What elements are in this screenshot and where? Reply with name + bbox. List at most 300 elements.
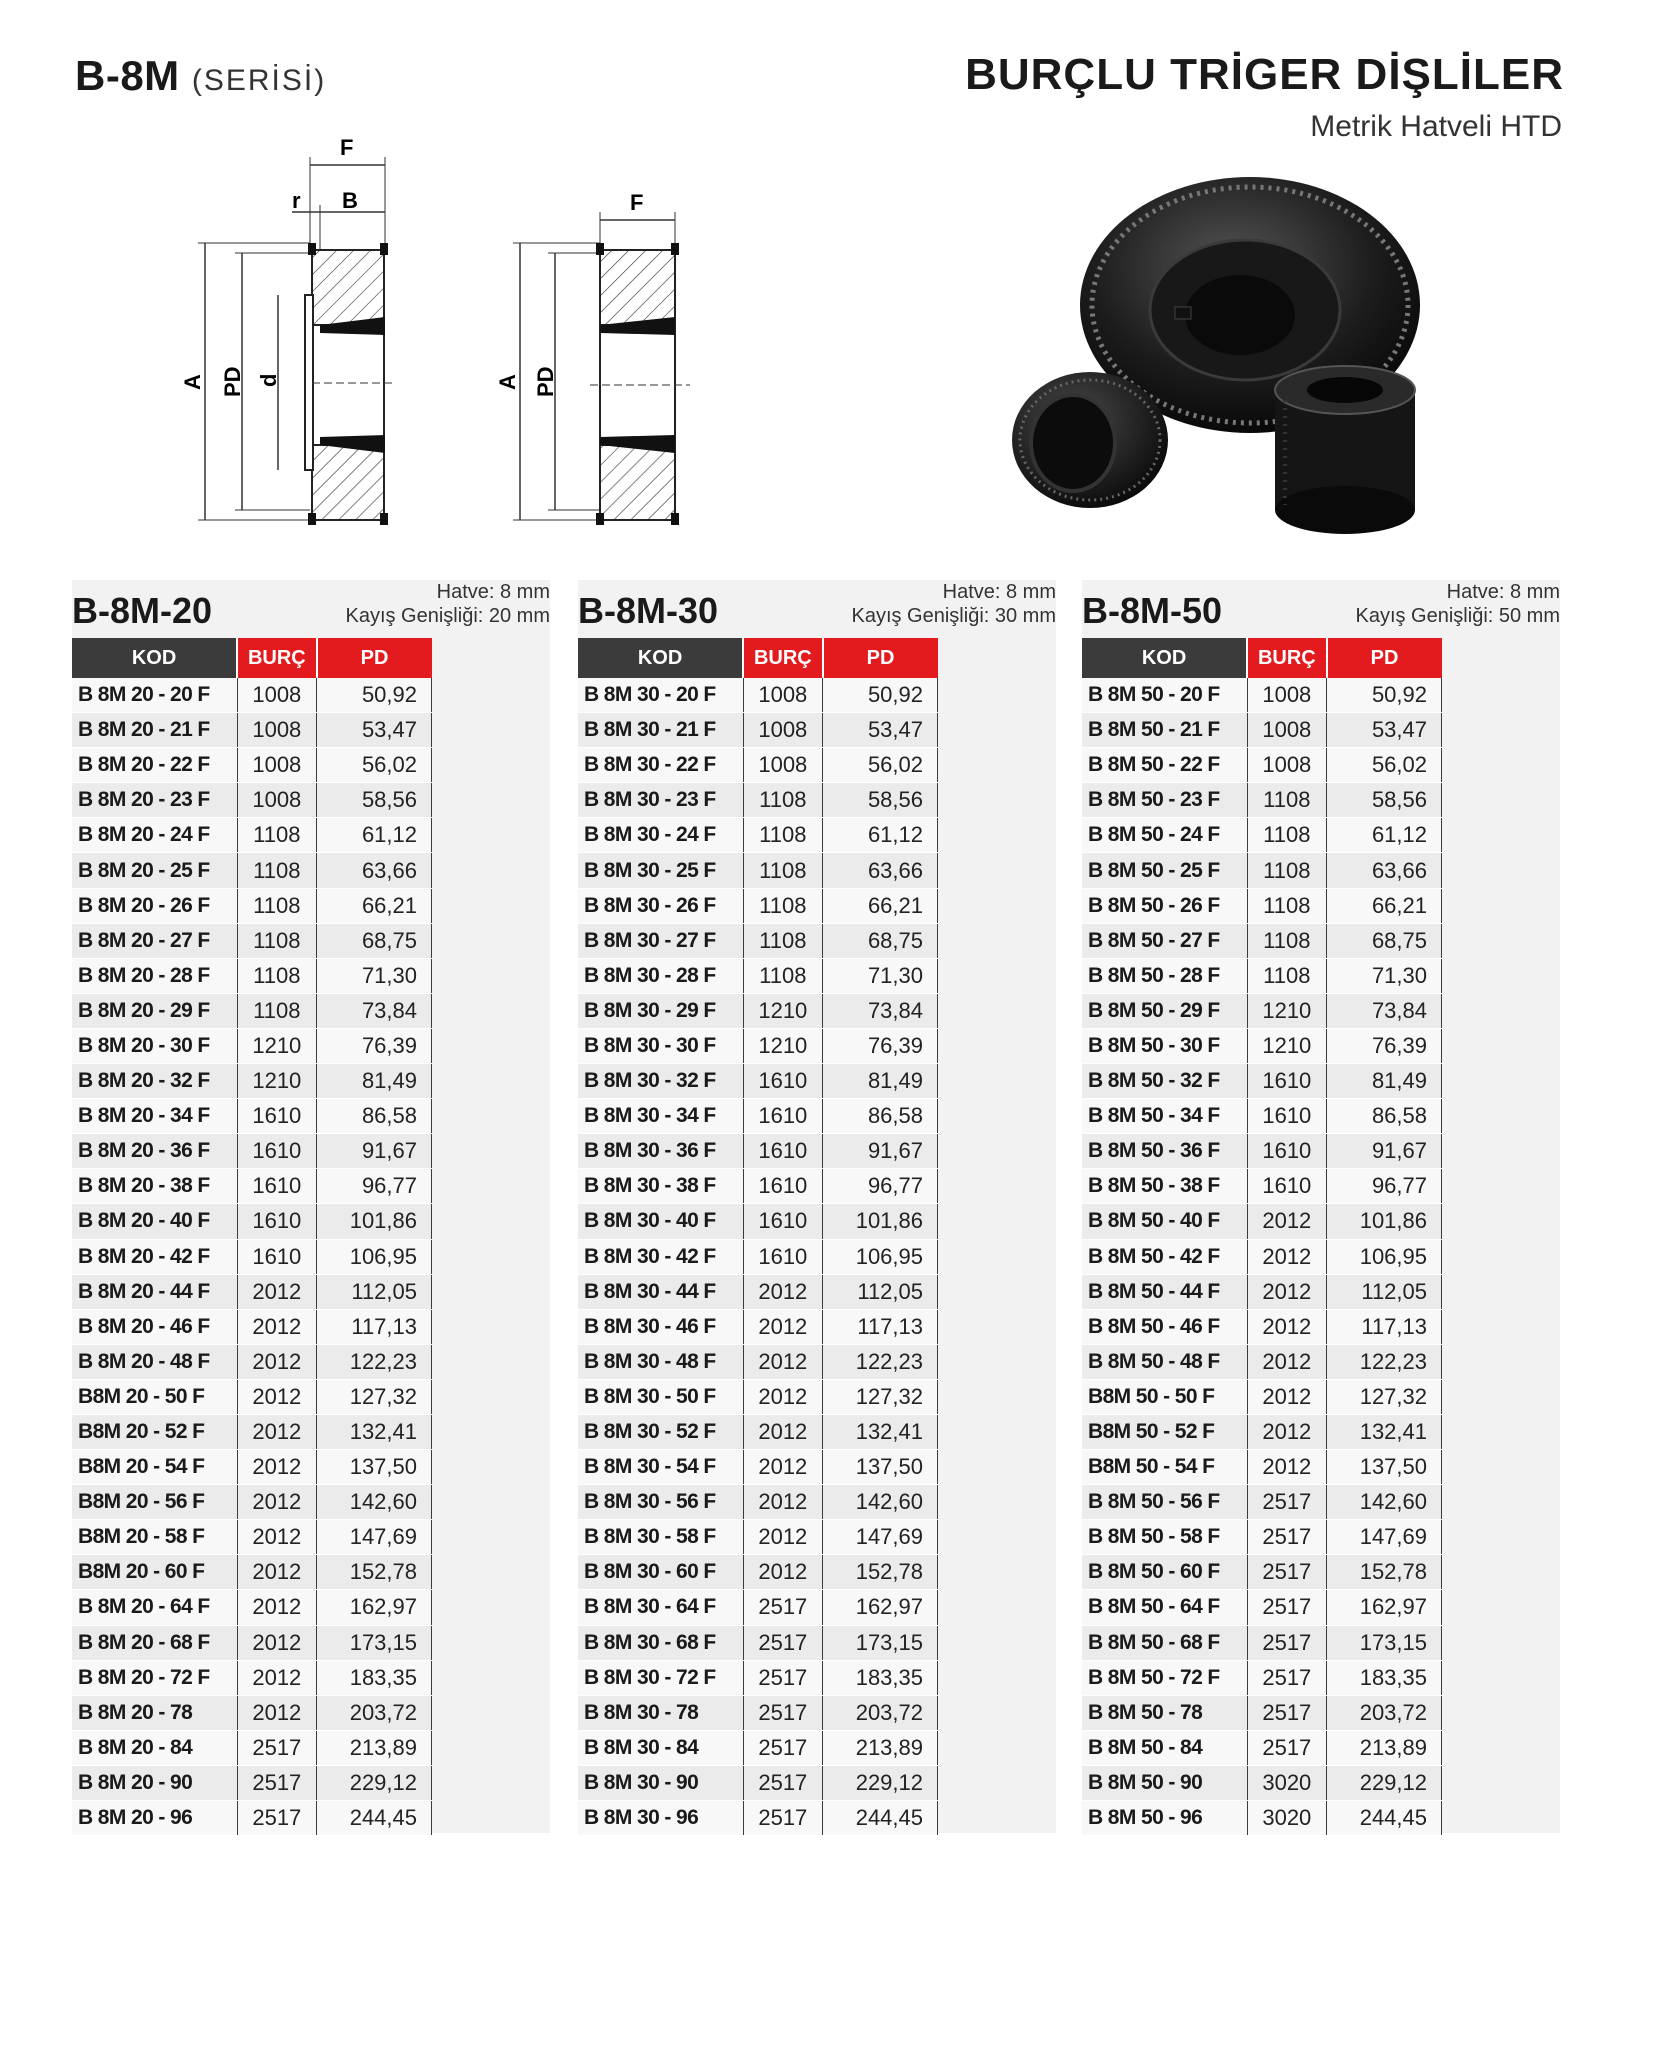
cell-pd: 106,95 [317,1239,432,1274]
table-row [578,1765,938,1800]
cell-kod: B 8M 50 - 44 F [1082,1274,1247,1309]
cell-burc: 2517 [743,1801,822,1836]
cell-burc: 1108 [237,888,316,923]
cell-burc: 2517 [1247,1730,1326,1765]
table-row [72,1730,432,1765]
cell-pd: 112,05 [823,1274,938,1309]
table-row [1082,1765,1442,1800]
table-body [578,678,938,1836]
cell-kod: B 8M 20 - 20 F [72,678,237,713]
cell-kod: B 8M 30 - 29 F [578,993,743,1028]
cell-pd: 63,66 [317,853,432,888]
table-row [72,1695,432,1730]
table-row [578,783,938,818]
table-row [578,1625,938,1660]
cell-burc: 2012 [237,1274,316,1309]
cell-pd: 173,15 [317,1625,432,1660]
table-specs [345,580,550,628]
cell-pd: 152,78 [317,1555,432,1590]
cell-pd: 132,41 [823,1414,938,1449]
cell-pd: 122,23 [823,1344,938,1379]
cell-kod: B 8M 30 - 52 F [578,1414,743,1449]
label-A-right: A [495,374,520,390]
table-row [72,1169,432,1204]
cell-kod: B 8M 30 - 21 F [578,713,743,748]
cell-burc: 1008 [743,678,822,713]
cell-pd: 76,39 [1327,1028,1442,1063]
cell-pd: 203,72 [317,1695,432,1730]
cell-pd: 50,92 [317,678,432,713]
cell-pd: 56,02 [317,748,432,783]
cell-kod: B 8M 50 - 46 F [1082,1309,1247,1344]
table-row [1082,1169,1442,1204]
cell-burc: 2012 [1247,1414,1326,1449]
cell-kod: B 8M 20 - 21 F [72,713,237,748]
cell-pd: 117,13 [317,1309,432,1344]
cell-kod: B 8M 50 - 22 F [1082,748,1247,783]
cell-pd: 137,50 [823,1450,938,1485]
table-row [72,888,432,923]
table-row [578,1485,938,1520]
cell-pd: 112,05 [317,1274,432,1309]
table-row [1082,1064,1442,1099]
cell-burc: 3020 [1247,1801,1326,1836]
table-row [578,1204,938,1239]
cell-kod: B 8M 50 - 68 F [1082,1625,1247,1660]
cell-pd: 244,45 [1327,1801,1442,1836]
table-row [578,888,938,923]
cell-kod: B 8M 30 - 24 F [578,818,743,853]
table-row [72,1274,432,1309]
table-row [72,1590,432,1625]
cell-burc: 1210 [1247,993,1326,1028]
cell-kod: B 8M 50 - 56 F [1082,1485,1247,1520]
cell-pd: 152,78 [1327,1555,1442,1590]
series-code: B-8M [75,52,180,99]
table-title: B-8M-20 [72,590,213,631]
cell-kod: B 8M 30 - 54 F [578,1450,743,1485]
table-row [1082,993,1442,1028]
table-row [72,923,432,958]
cell-burc: 2517 [743,1765,822,1800]
cell-kod: B8M 20 - 56 F [72,1485,237,1520]
cell-kod: B 8M 50 - 28 F [1082,958,1247,993]
cell-burc: 1210 [743,993,822,1028]
cell-burc: 1210 [237,1064,316,1099]
cell-pd: 244,45 [317,1801,432,1836]
cell-pd: 213,89 [823,1730,938,1765]
table-row [72,1379,432,1414]
cell-kod: B 8M 50 - 27 F [1082,923,1247,958]
cell-pd: 101,86 [1327,1204,1442,1239]
table-row [1082,713,1442,748]
cell-burc: 1008 [237,748,316,783]
cell-burc: 2517 [743,1695,822,1730]
cell-kod: B 8M 50 - 21 F [1082,713,1247,748]
table-row [1082,1379,1442,1414]
table-row [1082,1625,1442,1660]
cell-kod: B 8M 20 - 96 [72,1801,237,1836]
cell-kod: B 8M 50 - 78 [1082,1695,1247,1730]
cell-kod: B 8M 30 - 30 F [578,1028,743,1063]
table-specs [1355,580,1560,628]
cell-burc: 1610 [237,1099,316,1134]
table-row [72,1450,432,1485]
label-PD-left: PD [220,366,245,397]
cell-burc: 2517 [743,1730,822,1765]
cell-kod: B 8M 30 - 26 F [578,888,743,923]
cell-pd: 86,58 [823,1099,938,1134]
cell-kod: B 8M 20 - 30 F [72,1028,237,1063]
cell-burc: 1610 [743,1169,822,1204]
table-row [72,1485,432,1520]
cell-kod: B 8M 20 - 72 F [72,1660,237,1695]
cell-pd: 58,56 [1327,783,1442,818]
cell-burc: 1108 [1247,958,1326,993]
cell-burc: 2012 [237,1414,316,1449]
cell-pd: 73,84 [317,993,432,1028]
cell-pd: 61,12 [823,818,938,853]
table-row [1082,1801,1442,1836]
cell-pd: 63,66 [823,853,938,888]
cell-burc: 2012 [237,1379,316,1414]
cell-pd: 213,89 [1327,1730,1442,1765]
cell-pd: 50,92 [823,678,938,713]
cell-kod: B 8M 30 - 56 F [578,1485,743,1520]
cell-burc: 2517 [1247,1695,1326,1730]
col-burc: BURÇ [743,638,822,678]
cell-kod: B 8M 50 - 26 F [1082,888,1247,923]
cell-burc: 1108 [743,958,822,993]
cell-burc: 2517 [237,1801,316,1836]
cell-pd: 73,84 [1327,993,1442,1028]
cell-pd: 132,41 [1327,1414,1442,1449]
cell-pd: 147,69 [823,1520,938,1555]
cell-pd: 63,66 [1327,853,1442,888]
cell-kod: B 8M 30 - 28 F [578,958,743,993]
cell-burc: 2012 [237,1344,316,1379]
table-row [578,1801,938,1836]
table-row [72,993,432,1028]
cell-pd: 101,86 [317,1204,432,1239]
cell-burc: 1210 [237,1028,316,1063]
cell-kod: B 8M 30 - 23 F [578,783,743,818]
cell-pd: 147,69 [317,1520,432,1555]
table-row [578,1344,938,1379]
page-title: BURÇLU TRİGER DİŞLİLER [965,50,1564,99]
cell-kod: B 8M 20 - 36 F [72,1134,237,1169]
table-row [72,958,432,993]
cell-kod: B 8M 30 - 36 F [578,1134,743,1169]
cell-kod: B 8M 50 - 34 F [1082,1099,1247,1134]
cell-kod: B 8M 20 - 48 F [72,1344,237,1379]
table-row [1082,1134,1442,1169]
cell-kod: B 8M 30 - 72 F [578,1660,743,1695]
table-row [72,1555,432,1590]
table-row [1082,818,1442,853]
cell-pd: 162,97 [317,1590,432,1625]
cell-kod: B 8M 20 - 26 F [72,888,237,923]
cell-burc: 1610 [1247,1134,1326,1169]
cell-kod: B8M 50 - 52 F [1082,1414,1247,1449]
cell-pd: 66,21 [317,888,432,923]
table-row [578,1274,938,1309]
table-row [1082,678,1442,713]
cell-pd: 71,30 [317,958,432,993]
cell-kod: B 8M 50 - 29 F [1082,993,1247,1028]
cell-pd: 86,58 [317,1099,432,1134]
cell-pd: 183,35 [317,1660,432,1695]
table-body [1082,678,1442,1836]
cell-burc: 1108 [743,888,822,923]
cell-pd: 183,35 [1327,1660,1442,1695]
cell-kod: B8M 20 - 58 F [72,1520,237,1555]
cell-burc: 1108 [1247,818,1326,853]
table-row [578,1730,938,1765]
cell-burc: 2012 [237,1555,316,1590]
cell-pd: 71,30 [823,958,938,993]
cross-section-diagram-bushing [180,135,420,545]
col-pd: PD [823,638,938,678]
table-row [72,1660,432,1695]
table-row [72,1520,432,1555]
table-row [72,748,432,783]
cell-kod: B 8M 50 - 48 F [1082,1344,1247,1379]
cell-burc: 1008 [237,783,316,818]
cell-pd: 53,47 [823,713,938,748]
table-row [72,1765,432,1800]
cell-kod: B 8M 20 - 84 [72,1730,237,1765]
cell-kod: B 8M 30 - 34 F [578,1099,743,1134]
cell-pd: 117,13 [823,1309,938,1344]
cell-kod: B 8M 30 - 42 F [578,1239,743,1274]
cell-pd: 96,77 [1327,1169,1442,1204]
cell-pd: 50,92 [1327,678,1442,713]
table-row [1082,1274,1442,1309]
table-row [1082,1028,1442,1063]
cell-kod: B 8M 50 - 60 F [1082,1555,1247,1590]
cell-pd: 58,56 [823,783,938,818]
cell-burc: 2012 [237,1660,316,1695]
table-row [578,1134,938,1169]
cell-pd: 147,69 [1327,1520,1442,1555]
table-body [72,678,432,1836]
cell-kod: B 8M 20 - 46 F [72,1309,237,1344]
cell-pd: 56,02 [823,748,938,783]
cell-pd: 244,45 [823,1801,938,1836]
cell-pd: 173,15 [823,1625,938,1660]
cell-burc: 2517 [743,1590,822,1625]
cell-burc: 1108 [237,923,316,958]
cell-kod: B 8M 20 - 27 F [72,923,237,958]
cell-burc: 1108 [743,923,822,958]
cell-pd: 127,32 [1327,1379,1442,1414]
table-row [578,1028,938,1063]
cell-burc: 2517 [1247,1590,1326,1625]
cell-kod: B 8M 20 - 34 F [72,1099,237,1134]
cell-kod: B 8M 50 - 58 F [1082,1520,1247,1555]
cell-burc: 1108 [743,783,822,818]
cell-burc: 1008 [1247,748,1326,783]
table-row [72,1344,432,1379]
table-row [578,1309,938,1344]
cell-pd: 203,72 [823,1695,938,1730]
cell-pd: 73,84 [823,993,938,1028]
cell-pd: 96,77 [317,1169,432,1204]
cell-burc: 1610 [237,1134,316,1169]
table-row [578,1695,938,1730]
table-row [1082,1660,1442,1695]
cell-kod: B 8M 20 - 90 [72,1765,237,1800]
cell-burc: 2012 [237,1485,316,1520]
cell-burc: 2012 [1247,1274,1326,1309]
cell-pd: 127,32 [823,1379,938,1414]
cell-pd: 112,05 [1327,1274,1442,1309]
table-row [578,1379,938,1414]
table-row [72,678,432,713]
table-row [1082,1204,1442,1239]
cell-kod: B 8M 50 - 38 F [1082,1169,1247,1204]
cell-pd: 183,35 [823,1660,938,1695]
cell-burc: 2012 [743,1379,822,1414]
table-row [72,783,432,818]
cell-burc: 1108 [1247,923,1326,958]
table-row [578,748,938,783]
table-row [578,923,938,958]
spec-table [72,638,432,1836]
cell-kod: B 8M 50 - 64 F [1082,1590,1247,1625]
cell-burc: 1108 [743,853,822,888]
cell-pd: 229,12 [317,1765,432,1800]
cell-burc: 1610 [743,1099,822,1134]
table-row [72,853,432,888]
cell-burc: 2012 [1247,1379,1326,1414]
cell-kod: B 8M 50 - 72 F [1082,1660,1247,1695]
cell-burc: 1610 [743,1204,822,1239]
cell-kod: B 8M 30 - 20 F [578,678,743,713]
cell-pd: 76,39 [823,1028,938,1063]
cell-burc: 2012 [237,1625,316,1660]
cell-pd: 127,32 [317,1379,432,1414]
table-row [578,1169,938,1204]
table-row [1082,748,1442,783]
cell-pd: 76,39 [317,1028,432,1063]
cell-kod: B 8M 50 - 36 F [1082,1134,1247,1169]
cell-kod: B 8M 50 - 90 [1082,1765,1247,1800]
cell-burc: 1008 [1247,678,1326,713]
table-row [1082,783,1442,818]
cell-burc: 1610 [743,1134,822,1169]
cell-burc: 1008 [1247,713,1326,748]
label-B: B [342,188,358,213]
cell-pd: 61,12 [317,818,432,853]
cell-kod: B 8M 20 - 23 F [72,783,237,818]
cell-kod: B 8M 30 - 46 F [578,1309,743,1344]
table-row [1082,1520,1442,1555]
cell-burc: 1008 [743,748,822,783]
cell-burc: 1610 [1247,1099,1326,1134]
table-specs [851,580,1056,628]
cell-kod: B 8M 30 - 32 F [578,1064,743,1099]
cell-kod: B 8M 20 - 42 F [72,1239,237,1274]
table-row [578,678,938,713]
cell-burc: 2012 [743,1555,822,1590]
cell-pd: 132,41 [317,1414,432,1449]
cell-pd: 81,49 [317,1064,432,1099]
cell-pd: 137,50 [317,1450,432,1485]
table-row [1082,888,1442,923]
table-row [1082,1099,1442,1134]
cell-burc: 1108 [1247,888,1326,923]
kayis-text: Kayış Genişliği: 50 mm [1355,605,1560,627]
cell-burc: 2012 [237,1695,316,1730]
label-F-right: F [630,190,644,215]
cell-burc: 2517 [1247,1555,1326,1590]
cell-burc: 2012 [1247,1450,1326,1485]
series-sub: (SERİSİ) [191,64,327,97]
cell-pd: 229,12 [823,1765,938,1800]
cell-burc: 2012 [1247,1309,1326,1344]
table-row [72,1064,432,1099]
cell-kod: B 8M 20 - 44 F [72,1274,237,1309]
table-row [72,1028,432,1063]
cell-burc: 2012 [237,1309,316,1344]
cell-kod: B 8M 30 - 90 [578,1765,743,1800]
cell-kod: B 8M 20 - 40 F [72,1204,237,1239]
cell-pd: 142,60 [317,1485,432,1520]
table-row [578,958,938,993]
cell-kod: B 8M 50 - 42 F [1082,1239,1247,1274]
cell-burc: 2012 [237,1590,316,1625]
cell-pd: 152,78 [823,1555,938,1590]
cell-burc: 1210 [1247,1028,1326,1063]
cell-kod: B 8M 20 - 68 F [72,1625,237,1660]
cell-kod: B 8M 30 - 40 F [578,1204,743,1239]
cell-pd: 81,49 [1327,1064,1442,1099]
cell-kod: B 8M 50 - 23 F [1082,783,1247,818]
cell-pd: 203,72 [1327,1695,1442,1730]
table-row [578,713,938,748]
label-A-left: A [180,374,205,390]
table-row [578,1064,938,1099]
table-row [578,818,938,853]
cell-burc: 2012 [1247,1344,1326,1379]
spec-table [578,638,938,1836]
cell-pd: 81,49 [823,1064,938,1099]
cell-kod: B 8M 50 - 96 [1082,1801,1247,1836]
col-kod: KOD [1082,638,1247,678]
table-row [72,1625,432,1660]
table-row [1082,1239,1442,1274]
table-row [1082,923,1442,958]
cell-kod: B 8M 30 - 84 [578,1730,743,1765]
table-row [578,1660,938,1695]
table-row [1082,1730,1442,1765]
col-kod: KOD [72,638,237,678]
cell-kod: B8M 20 - 54 F [72,1450,237,1485]
cell-pd: 56,02 [1327,748,1442,783]
cell-burc: 1008 [237,678,316,713]
cell-kod: B 8M 50 - 25 F [1082,853,1247,888]
table-row [578,1414,938,1449]
table-row [1082,1485,1442,1520]
cell-burc: 2517 [1247,1520,1326,1555]
cell-pd: 66,21 [1327,888,1442,923]
table-row [578,1590,938,1625]
cell-burc: 2012 [1247,1239,1326,1274]
cell-pd: 117,13 [1327,1309,1442,1344]
table-row [72,1414,432,1449]
